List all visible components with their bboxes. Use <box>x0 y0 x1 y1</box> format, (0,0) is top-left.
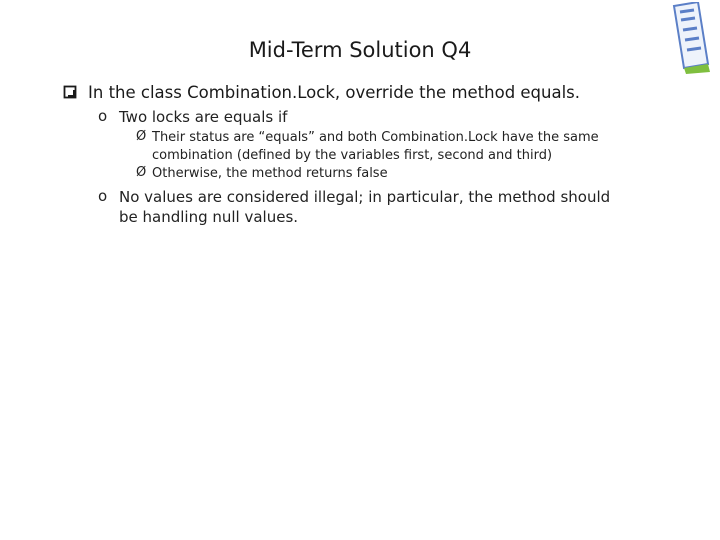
bullet-text <box>152 129 599 165</box>
circle-bullet-marker: o <box>98 107 108 125</box>
bullet-text: In the class Combination.Lock, override the method equals. <box>88 83 581 102</box>
bullet-line: Their status are “equals” and both Combination.Lock have the same <box>152 130 599 145</box>
circle-bullet-marker: o <box>98 187 108 205</box>
bullet-line: Otherwise, the method returns false <box>152 166 388 181</box>
bullet-text <box>152 165 388 183</box>
bullet-line: No values are considered illegal; in particular, the method should <box>119 188 611 206</box>
hollow-square-bullet-icon <box>63 85 77 99</box>
arrow-bullet-marker: Ø <box>136 129 147 144</box>
bullet-line: be handling null values. <box>119 208 299 226</box>
arrow-bullet-marker: Ø <box>136 165 147 180</box>
bullet-line: combination (defined by the variables first, second and third) <box>152 148 553 163</box>
university-logo-icon <box>668 2 712 74</box>
bullet-line: Two locks are equals if <box>119 108 288 126</box>
slide-title: Mid-Term Solution Q4 <box>248 38 472 62</box>
bullet-text <box>119 187 610 227</box>
bullet-text <box>119 107 287 127</box>
